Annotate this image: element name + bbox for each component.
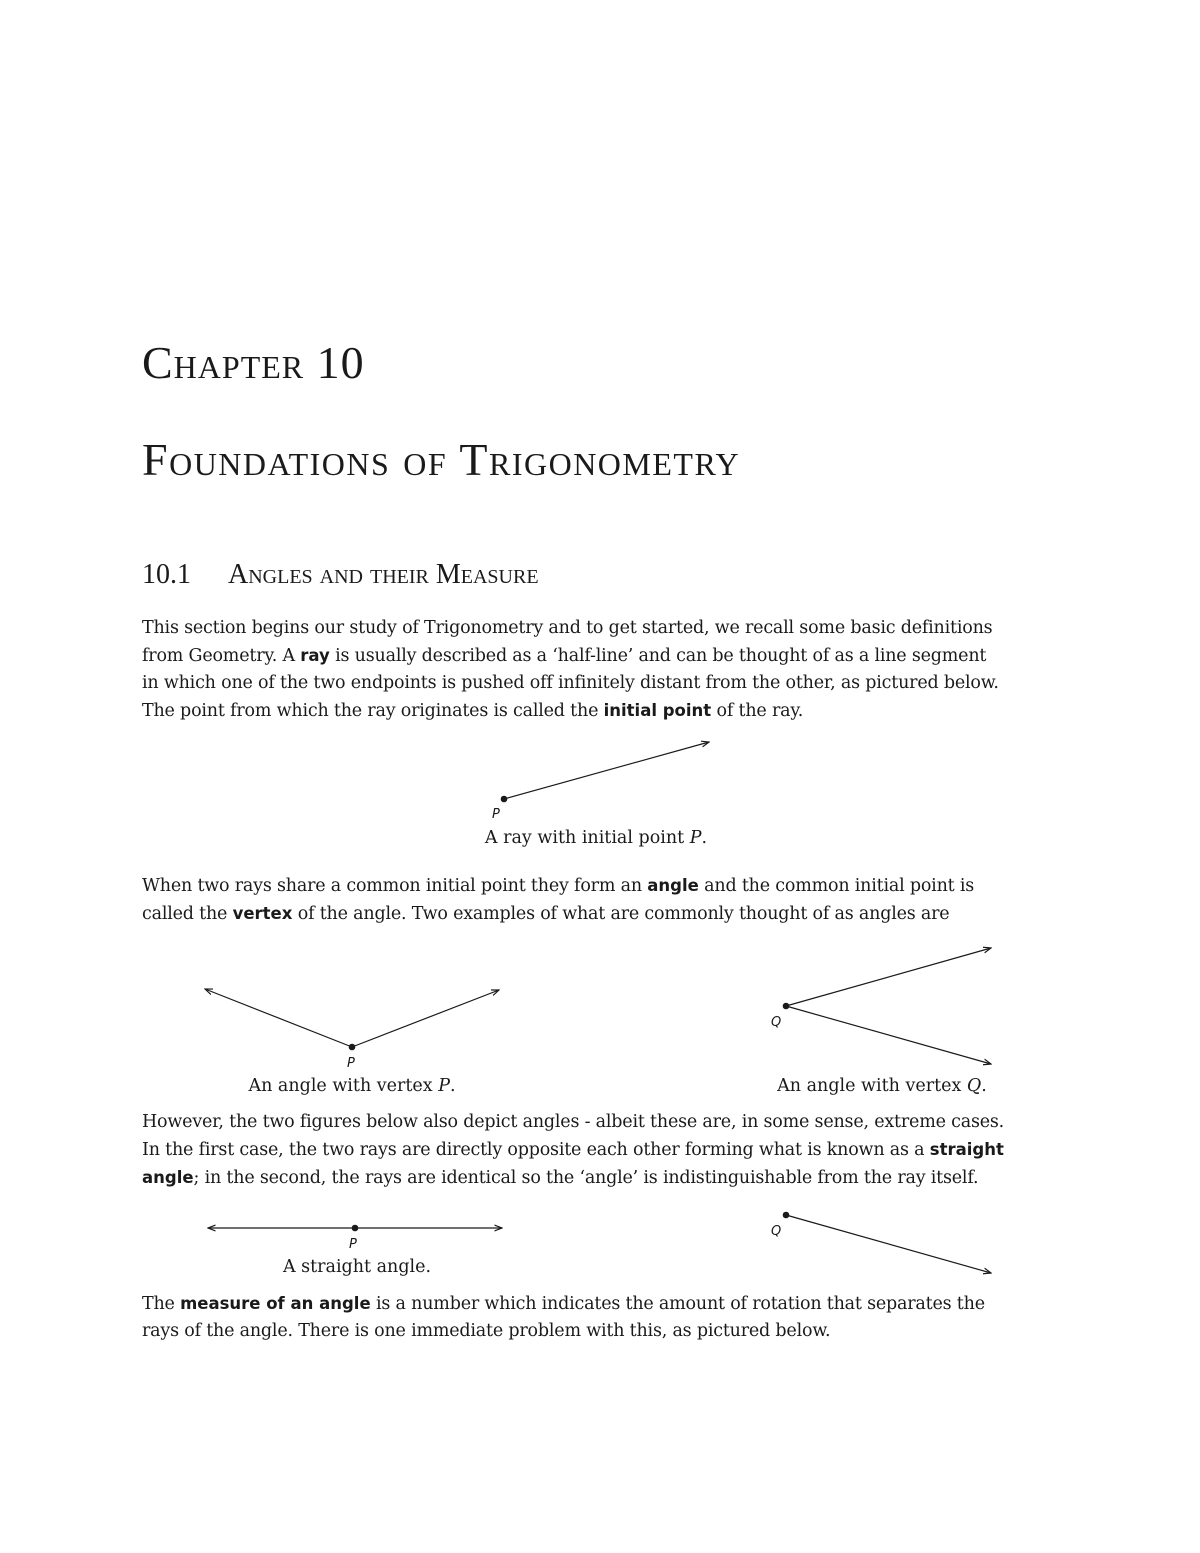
- chapter-label: Chapter 10: [142, 337, 365, 388]
- ray-caption: A ray with initial point P.: [484, 828, 708, 848]
- measure-line: rays of the angle. There is one immediate problem with this, as pictured below.: [142, 1321, 831, 1341]
- identical-vertex-label: Q: [771, 1224, 782, 1239]
- intro-line: This section begins our study of Trigonometry and to get started, we recall some basic definitions: [142, 618, 993, 638]
- term-ray: ray: [300, 646, 330, 665]
- term-measure-of-an-angle: measure of an angle: [180, 1294, 371, 1313]
- extreme-line: However, the two figures below also depict angles - albeit these are, in some sense, extreme cases.: [142, 1112, 1005, 1132]
- vertex-q-dot: [783, 1003, 790, 1010]
- angle-q-ray-upper: [786, 948, 991, 1006]
- identical-rays-line: [786, 1215, 991, 1273]
- section-number: 10.1: [142, 559, 191, 590]
- angle-q-figure: [771, 948, 991, 1064]
- intro-line: The point from which the ray originates is called the initial point of the ray.: [142, 701, 804, 721]
- initial-point-dot: [501, 796, 508, 803]
- angle-p-caption: An angle with vertex P.: [248, 1076, 456, 1096]
- identical-vertex-dot: [783, 1212, 790, 1219]
- ray-figure: [492, 742, 709, 822]
- section-title: Angles and their Measure: [228, 559, 539, 590]
- term-vertex: vertex: [232, 904, 293, 923]
- term-angle: angle: [142, 1168, 194, 1187]
- extreme-line: angle; in the second, the rays are identical so the ‘angle’ is indistinguishable from the ray itself.: [142, 1168, 979, 1188]
- vertex-q-label: Q: [771, 1015, 782, 1030]
- angle-def-line: called the vertex of the angle. Two examples of what are commonly thought of as angles are: [142, 904, 950, 924]
- vertex-p-dot: [349, 1044, 356, 1051]
- term-angle: angle: [647, 876, 699, 895]
- angle-q-ray-lower: [786, 1006, 991, 1064]
- term-straight: straight: [929, 1140, 1004, 1159]
- straight-angle-caption: A straight angle.: [282, 1257, 432, 1277]
- vertex-p-label: P: [347, 1056, 355, 1071]
- chapter-title: Foundations of Trigonometry: [142, 434, 741, 485]
- angle-p-ray-right: [352, 990, 499, 1047]
- intro-line: in which one of the two endpoints is pushed off infinitely distant from the other, as pictured below.: [142, 673, 999, 693]
- point-p-label: P: [492, 807, 500, 822]
- intro-line: from Geometry. A ray is usually described as a ‘half-line’ and can be thought of as a line segment: [142, 646, 987, 666]
- angle-q-caption: An angle with vertex Q.: [777, 1076, 987, 1096]
- extreme-line: In the first case, the two rays are directly opposite each other forming what is known as a straight: [142, 1140, 1004, 1160]
- straight-vertex-dot: [352, 1225, 359, 1232]
- ray-line: [504, 742, 709, 799]
- straight-vertex-label: P: [349, 1237, 357, 1252]
- identical-rays-figure: [771, 1212, 991, 1273]
- angle-p-ray-left: [205, 989, 352, 1047]
- term-initial-point: initial point: [603, 701, 712, 720]
- angle-def-line: When two rays share a common initial point they form an angle and the common initial point is: [142, 876, 975, 896]
- angle-p-figure: [205, 989, 499, 1071]
- straight-angle-figure: [208, 1225, 502, 1252]
- measure-line: The measure of an angle is a number which indicates the amount of rotation that separates the: [142, 1294, 985, 1314]
